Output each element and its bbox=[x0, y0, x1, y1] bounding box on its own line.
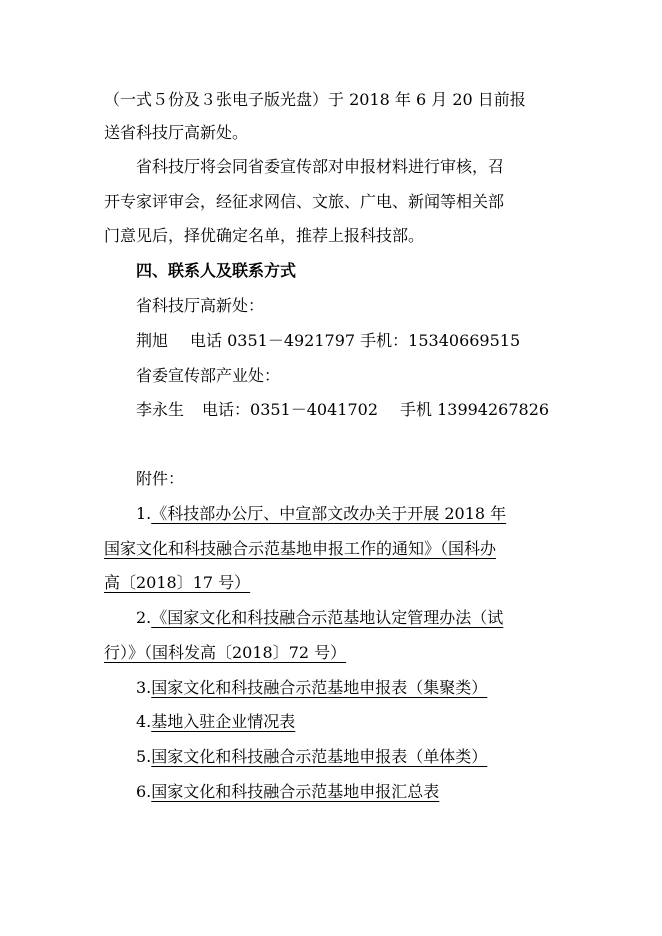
contact-name: 李永生 bbox=[136, 400, 185, 419]
paragraph-line: （一式５份及３张电子版光盘）于 2018 年 6 月 20 日前报 bbox=[104, 90, 526, 109]
attachment-number: 3. bbox=[136, 678, 152, 697]
attachment-link[interactable]: 行）》（国科发高〔2018〕72 号） bbox=[104, 643, 347, 662]
attachment-item[interactable] bbox=[136, 504, 506, 524]
paragraph-line: 开专家评审会，经征求网信、文旅、广电、新闻等相关部 bbox=[104, 192, 505, 211]
attachment-number: 1. bbox=[136, 504, 152, 523]
paragraph-line: 省科技厅将会同省委宣传部对申报材料进行审核，召 bbox=[136, 157, 505, 176]
attachment-link[interactable]: 国家文化和科技融合示范基地申报表（单体类） bbox=[151, 747, 488, 766]
attachment-link[interactable]: 高〔2018〕17 号） bbox=[104, 573, 251, 592]
contact-name: 荆旭 bbox=[136, 331, 169, 350]
contact-phone: 电话 0351－4921797 手机：15340669515 bbox=[190, 331, 521, 350]
attachment-number: 4. bbox=[136, 712, 152, 731]
contact-line bbox=[136, 331, 520, 351]
attachment-item[interactable] bbox=[136, 678, 487, 698]
attachment-link[interactable]: 《科技部办公厅、中宣部文改办关于开展 2018 年 bbox=[151, 504, 507, 523]
attachment-link[interactable]: 基地入驻企业情况表 bbox=[151, 712, 296, 731]
department-label: 省科技厅高新处： bbox=[136, 296, 265, 315]
attachment-link[interactable]: 《国家文化和科技融合示范基地认定管理办法（试 bbox=[151, 608, 504, 627]
attachment-number: 2. bbox=[136, 608, 152, 627]
attachment-link[interactable]: 国家文化和科技融合示范基地申报汇总表 bbox=[151, 782, 440, 801]
attachment-link[interactable]: 国家文化和科技融合示范基地申报表（集聚类） bbox=[151, 678, 488, 697]
attachment-link[interactable]: 国家文化和科技融合示范基地申报工作的通知》（国科办 bbox=[104, 539, 497, 558]
contact-phone: 电话：0351－4041702 bbox=[202, 400, 378, 419]
paragraph-line: 送省科技厅高新处。 bbox=[104, 123, 249, 142]
attachment-item[interactable] bbox=[136, 712, 295, 732]
department-label: 省委宣传部产业处： bbox=[136, 366, 281, 385]
paragraph-line: 门意见后，择优确定名单，推荐上报科技部。 bbox=[104, 226, 425, 245]
attachment-number: 6. bbox=[136, 782, 152, 801]
attachment-item[interactable] bbox=[136, 608, 503, 628]
section-heading: 四、联系人及联系方式 bbox=[136, 261, 297, 280]
attachments-label: 附件： bbox=[136, 469, 185, 488]
contact-mobile: 手机 13994267826 bbox=[400, 400, 550, 419]
attachment-item[interactable] bbox=[136, 782, 439, 802]
attachment-number: 5. bbox=[136, 747, 152, 766]
attachment-item[interactable] bbox=[136, 747, 487, 767]
contact-line bbox=[136, 400, 549, 420]
